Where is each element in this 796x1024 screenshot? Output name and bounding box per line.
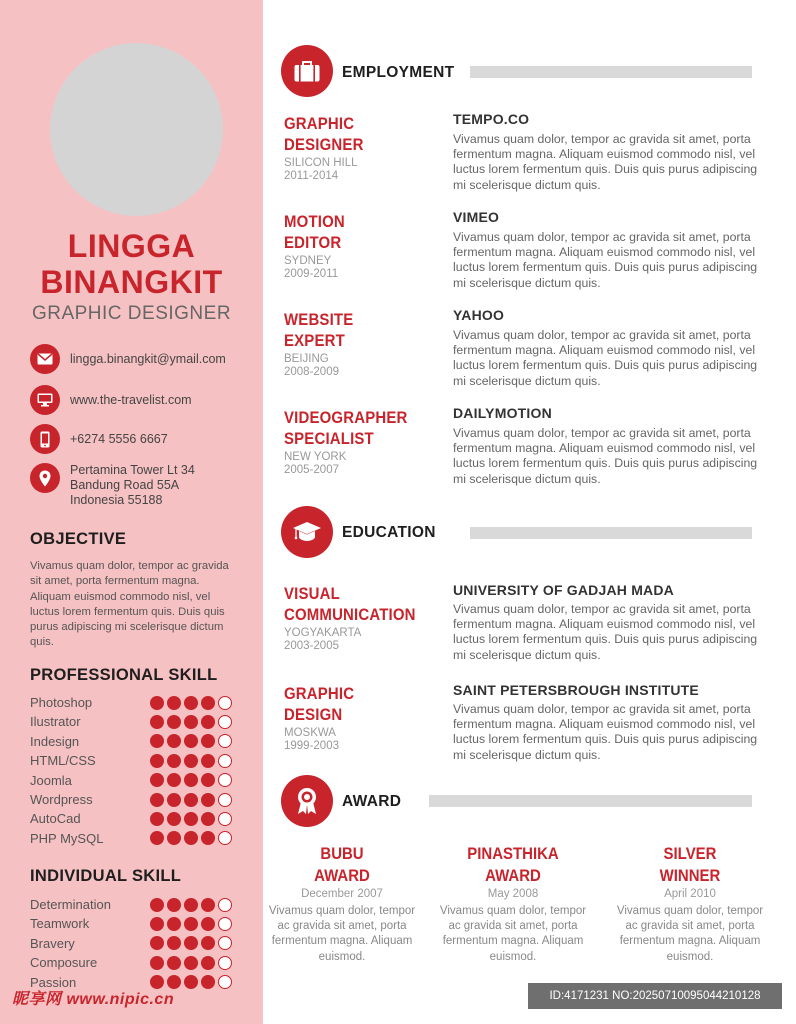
professional-skill-heading: PROFESSIONAL SKILL [30,666,218,684]
rating-dot-empty [218,956,232,970]
phone-text: +6274 5556 6667 [70,432,168,446]
company-name: YAHOO [453,307,505,323]
award-item [615,843,765,965]
company-name: VIMEO [453,209,500,225]
rating-dot-empty [218,936,232,950]
monitor-icon [30,385,60,415]
rating-dot-filled [201,696,215,710]
school-name: SAINT PETERSBROUGH INSTITUTE [453,682,699,698]
skill-row [30,953,240,972]
education-divider [470,527,752,539]
degree-title-line-2: DESIGN [284,705,343,724]
rating-dot-filled [201,956,215,970]
rating-dot-empty [218,696,232,710]
rating-dot-empty [218,793,232,807]
job-location: NEW YORK [284,451,347,463]
award-title-line-1: BUBU [320,844,364,863]
rating-dot-filled [184,898,198,912]
rating-dot-filled [201,715,215,729]
rating-dot-filled [201,812,215,826]
rating-dot-filled [201,773,215,787]
award-title-line-1: SILVER [663,844,717,863]
rating-dot-filled [150,917,164,931]
rating-dot-filled [167,773,181,787]
skill-name: Indesign [30,733,80,749]
email-text[interactable]: lingga.binangkit@ymail.com [70,352,226,366]
job-years: 2005-2007 [284,464,339,476]
job-description: Vivamus quam dolor, tempor ac gravida sit amet, porta fermentum magna. Aliquam euismod commodo nisl, vel luctus lorem fermentum quis. Duis quis purus adipiscing mi scelerisque dictum quis. [453,426,758,486]
rating-dot-filled [201,734,215,748]
school-years: 1999-2003 [284,740,339,752]
job-location: SYDNEY [284,255,332,267]
contact-address [30,463,195,508]
award-date: December 2007 [301,888,383,900]
skill-rating [150,715,235,729]
rating-dot-filled [167,936,181,950]
mail-icon [30,344,60,374]
objective-heading: OBJECTIVE [30,530,127,548]
award-item [438,843,588,965]
degree-title-line-2: COMMUNICATION [284,605,416,624]
rating-dot-filled [150,898,164,912]
school-location: MOSKWA [284,727,336,739]
website-text[interactable]: www.the-travelist.com [70,393,192,407]
rating-dot-filled [201,831,215,845]
rating-dot-filled [167,715,181,729]
rating-dot-filled [167,734,181,748]
contact-email [30,344,226,374]
skill-row [30,771,240,790]
job-years: 2008-2009 [284,366,339,378]
award-heading: AWARD [342,793,402,810]
skill-name: Wordpress [30,792,93,807]
award-title-line-1: PINASTHIKA [467,844,559,863]
rating-dot-filled [184,975,198,989]
rating-dot-filled [150,715,164,729]
skill-row [30,693,240,712]
skill-name: Photoshop [30,695,93,710]
rating-dot-filled [184,696,198,710]
rating-dot-filled [150,936,164,950]
rating-dot-filled [201,975,215,989]
rating-dot-empty [218,831,232,845]
employment-divider [470,66,752,78]
rating-dot-filled [184,754,198,768]
job-years: 2011-2014 [284,170,339,182]
award-title-line-2: WINNER [659,866,721,885]
first-name: LINGGA [67,228,196,264]
graduation-cap-icon [281,506,333,558]
address-text [70,463,195,508]
skill-rating [150,936,235,950]
skill-rating [150,793,235,807]
rating-dot-filled [167,812,181,826]
education-description: Vivamus quam dolor, tempor ac gravida sit amet, porta fermentum magna. Aliquam euismod commodo nisl, vel luctus lorem fermentum quis. Duis quis purus adipiscing mi scelerisque dictum quis. [453,602,758,662]
skill-row [30,790,240,809]
award-title-line-2: AWARD [314,866,370,885]
skill-rating [150,917,235,931]
skill-name: Determination [30,897,111,912]
address-line-3: Indonesia 55188 [70,493,163,507]
school-name: UNIVERSITY OF GADJAH MADA [453,582,674,598]
job-location: BEIJING [284,353,329,365]
phone-icon [30,424,60,454]
rating-dot-empty [218,812,232,826]
rating-dot-filled [184,812,198,826]
rating-dot-filled [150,812,164,826]
skill-row [30,895,240,914]
rating-dot-filled [184,936,198,950]
rating-dot-filled [167,956,181,970]
rating-dot-filled [184,956,198,970]
job-title-line-1: WEBSITE [284,310,354,329]
skill-rating [150,734,235,748]
award-title-line-2: AWARD [485,866,541,885]
skill-name: Ilustrator [30,714,81,730]
rating-dot-filled [167,793,181,807]
rating-dot-filled [201,793,215,807]
education-heading: EDUCATION [342,524,436,541]
rating-dot-filled [167,696,181,710]
rating-dot-empty [218,975,232,989]
award-date: April 2010 [664,888,716,900]
skill-name: Bravery [30,935,75,951]
rating-dot-filled [184,831,198,845]
rating-dot-filled [150,956,164,970]
briefcase-icon [281,45,333,97]
watermark-brand: 昵享网 www.nipic.cn [12,991,175,1008]
award-date: May 2008 [487,888,539,900]
rating-dot-filled [184,734,198,748]
job-title-line-1: MOTION [284,212,345,231]
rating-dot-empty [218,715,232,729]
rating-dot-filled [167,754,181,768]
award-description: Vivamus quam dolor, tempor ac gravida sit amet, porta fermentum magna. Aliquam euismod. [439,905,587,963]
contact-website [30,385,192,415]
skill-rating [150,831,235,845]
rating-dot-filled [201,754,215,768]
rating-dot-empty [218,734,232,748]
image-id-bar: ID:4171231 NO:20250710095044210128 [528,983,782,1009]
degree-title-line-1: VISUAL [284,584,340,603]
location-pin-icon [30,463,60,493]
employment-heading: EMPLOYMENT [342,64,455,81]
rating-dot-filled [167,898,181,912]
skill-rating [150,898,235,912]
skill-row [30,829,240,848]
rating-dot-filled [150,754,164,768]
rating-dot-filled [167,831,181,845]
job-description: Vivamus quam dolor, tempor ac gravida sit amet, porta fermentum magna. Aliquam euismod commodo nisl, vel luctus lorem fermentum quis. Duis quis purus adipiscing mi scelerisque dictum quis. [453,230,758,290]
rating-dot-filled [150,696,164,710]
skill-rating [150,696,235,710]
objective-text: Vivamus quam dolor, tempor ac gravida sit amet, porta fermentum magna. Aliquam euismod commodo nisl, vel luctus lorem fermentum quis. Duis quis purus adipiscing mi scelerisque dictum quis. [30,560,229,649]
last-name: BINANGKIT [40,264,223,300]
skill-row [30,751,240,770]
job-title-line-2: EDITOR [284,233,342,252]
company-name: TEMPO.CO [453,111,530,127]
rating-dot-empty [218,773,232,787]
rating-dot-filled [150,773,164,787]
skill-rating [150,956,235,970]
school-location: YOGYAKARTA [284,627,362,639]
award-ribbon-icon [281,775,333,827]
rating-dot-filled [184,917,198,931]
award-description: Vivamus quam dolor, tempor ac gravida sit amet, porta fermentum magna. Aliquam euismod. [268,905,416,963]
rating-dot-filled [184,715,198,729]
job-title-line-2: DESIGNER [284,135,364,154]
individual-skill-heading: INDIVIDUAL SKILL [30,867,182,885]
rating-dot-filled [201,898,215,912]
skill-name: Teamwork [30,916,90,932]
education-description: Vivamus quam dolor, tempor ac gravida sit amet, porta fermentum magna. Aliquam euismod commodo nisl, vel luctus lorem fermentum quis. Duis quis purus adipiscing mi scelerisque dictum quis. [453,702,758,762]
sidebar [0,0,263,1024]
rating-dot-empty [218,754,232,768]
skill-name: Joomla [30,772,72,788]
job-description: Vivamus quam dolor, tempor ac gravida sit amet, porta fermentum magna. Aliquam euismod commodo nisl, vel luctus lorem fermentum quis. Duis quis purus adipiscing mi scelerisque dictum quis. [453,132,758,192]
job-title-line-1: GRAPHIC [284,114,355,133]
profile-photo [50,43,223,216]
skill-name: HTML/CSS [30,753,96,769]
company-name: DAILYMOTION [453,405,552,421]
address-line-1: Pertamina Tower Lt 34 [70,463,195,477]
skill-row [30,809,240,828]
award-divider [429,795,752,807]
degree-title-line-1: GRAPHIC [284,684,355,703]
job-role: GRAPHIC DESIGNER [31,303,232,324]
skill-row [30,914,240,933]
address-line-2: Bandung Road 55A [70,478,180,492]
skill-rating [150,812,235,826]
skill-rating [150,773,235,787]
rating-dot-filled [201,917,215,931]
rating-dot-filled [167,917,181,931]
job-location: SILICON HILL [284,157,358,169]
rating-dot-filled [150,793,164,807]
rating-dot-filled [184,773,198,787]
job-description: Vivamus quam dolor, tempor ac gravida sit amet, porta fermentum magna. Aliquam euismod commodo nisl, vel luctus lorem fermentum quis. Duis quis purus adipiscing mi scelerisque dictum quis. [453,328,758,388]
rating-dot-empty [218,917,232,931]
job-title-line-1: VIDEOGRAPHER [284,408,408,427]
contact-phone [30,424,168,454]
award-item [267,843,417,965]
rating-dot-filled [201,936,215,950]
skill-row [30,712,240,731]
skill-rating [150,754,235,768]
rating-dot-filled [150,734,164,748]
school-years: 2003-2005 [284,640,339,652]
job-title-line-2: SPECIALIST [284,429,374,448]
skill-name: Composure [30,955,98,971]
skill-name: PHP MySQL [30,830,104,846]
skill-row [30,732,240,751]
skill-name: AutoCad [30,811,81,827]
rating-dot-filled [184,793,198,807]
skill-name: Passion [30,974,77,990]
award-description: Vivamus quam dolor, tempor ac gravida sit amet, porta fermentum magna. Aliquam euismod. [616,905,764,963]
rating-dot-empty [218,898,232,912]
job-years: 2009-2011 [284,268,339,280]
rating-dot-filled [150,831,164,845]
job-title-line-2: EXPERT [284,331,345,350]
skill-row [30,934,240,953]
